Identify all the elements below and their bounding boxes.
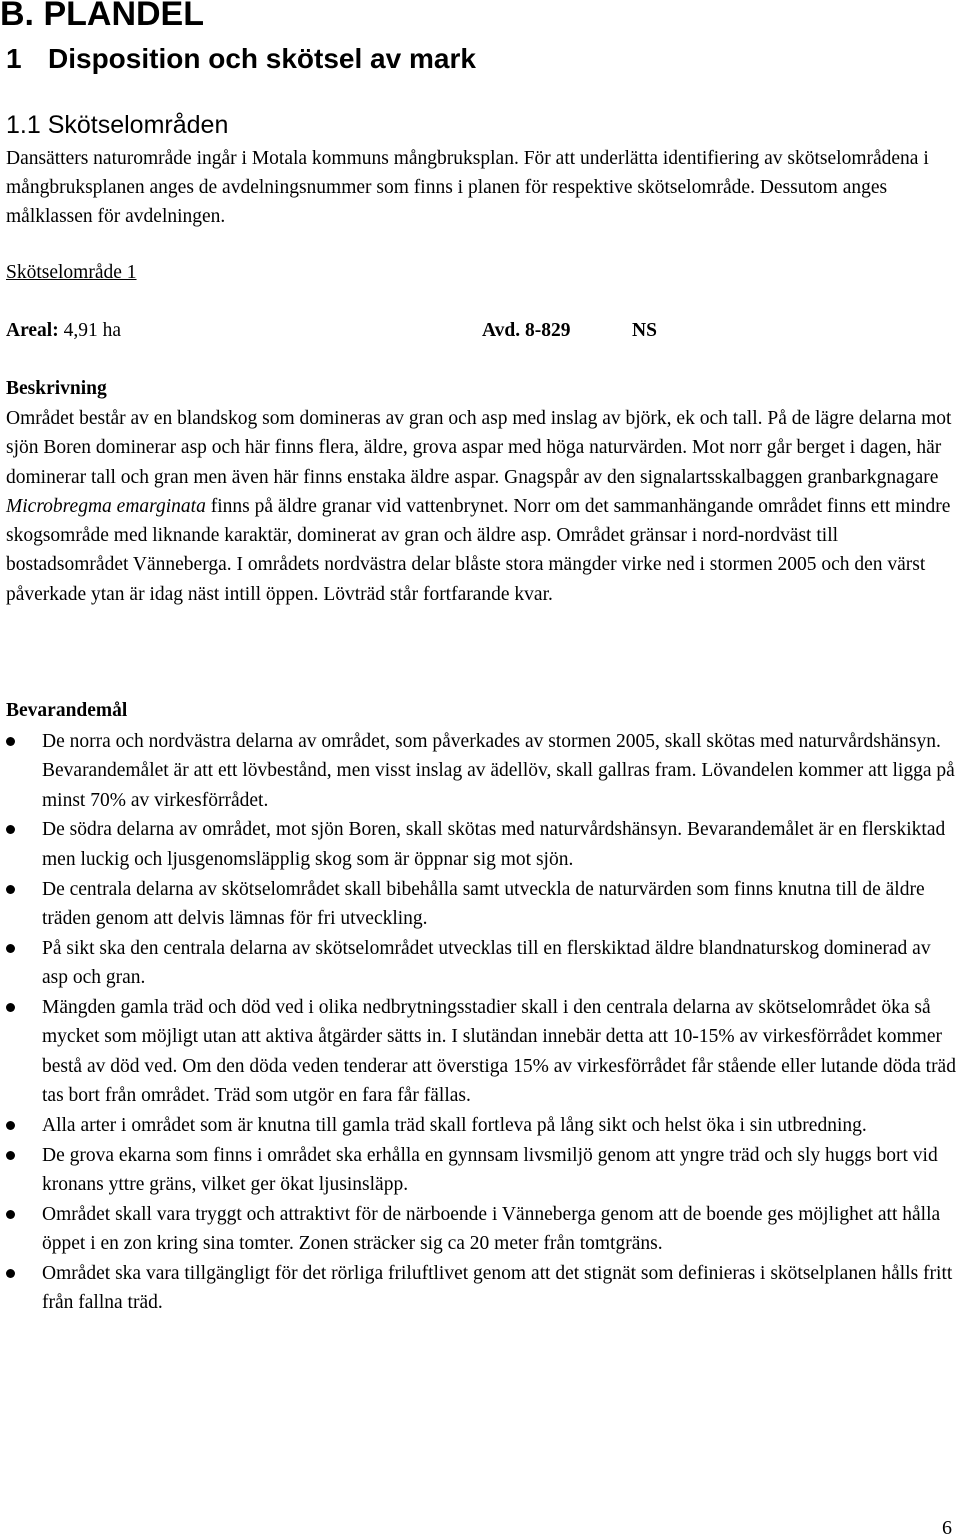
list-item [0,1141,960,1200]
goal-text: Området skall vara tryggt och attraktivt för de närboende i Vänneberga genom att de boende ges möjlighet att hålla öppet i en zon kring sina tomter. Zonen sträcker sig ca 20 meter från tomtgräns. [42,1203,941,1255]
goal-text: På sikt ska den centrala delarna av skötselområdet utvecklas till en flerskiktad äldre blandnaturskog dominerad av asp och gran. [42,937,931,989]
description-text-part-2: finns på äldre granar vid vattenbrynet. Norr om det sammanhängande området finns ett mindre skogsområde med liknande karaktär, dominerat av gran och äldre asp. Området gränsar i nord-nordväst till bostadsområdet Vänneberga. I områdets nordvästra delar blåste stora mängder virke ned i stormen 2005 och den värst påverkade ytan är idag näst intill öppen. Lövträd står fortfarande kvar. [6,495,951,605]
goal-text: Mängden gamla träd och död ved i olika nedbrytningsstadier skall i den centrala delarna av skötselområdet öka så mycket som möjligt utan att aktiva åtgärder sätts in. I slutändan innebär detta att 10-15% av virkesförrådet kommer bestå av död ved. Om den döda veden tenderar att överstiga 15% av virkesförrådet får stående eller lutande döda träd tas bort från området. Träd som utgör en fara får fällas. [42,997,956,1106]
goal-text: De grova ekarna som finns i området ska erhålla en gynnsam livsmiljö genom att yngre träd och sly huggs bort vid kronans yttre gräns, vilket ger ökat ljusinsläpp. [42,1144,938,1196]
list-item [0,875,960,934]
areal-value: 4,91 ha [63,320,121,341]
bullet-icon [6,1151,15,1160]
goal-text: De södra delarna av området, mot sjön Boren, skall skötas med naturvårdshänsyn. Bevarandemålet är en flerskiktad men luckig och ljusgenomsläpplig skog som är öppnar sig mot sjön. [42,819,946,870]
list-item [0,934,960,993]
area-title: Skötselområde 1 [6,262,137,283]
page-number: 6 [942,1517,952,1539]
bullet-icon [6,1269,15,1278]
part-heading: B. PLANDEL [0,0,204,33]
goal-text: Alla arter i området som är knutna till gamla träd skall fortleva på lång sikt och helst öka i sin utbredning. [42,1114,867,1136]
goal-text: De centrala delarna av skötselområdet skall bibehålla samt utveckla de naturvärden som finns knutna till de äldre träden genom att delvis lämnas för fri utveckling. [42,878,925,929]
goals-list [0,727,960,1318]
list-item [0,1200,960,1259]
list-item [0,1259,960,1318]
intro-paragraph: Dansätters naturområde ingår i Motala kommuns mångbruksplan. För att underlätta identifiering av skötselområdena i mångbruksplanen anges de avdelningsnummer som finns i planen för respektive skötselområde. Dessutom anges målklassen för avdelningen. [6,148,929,227]
list-item [0,815,960,874]
target-class: NS [632,320,657,341]
areal-label: Areal: [6,320,59,341]
bullet-icon [6,1003,15,1012]
species-name: Microbregma emarginata [6,495,206,517]
bullet-icon [6,1121,15,1130]
goals-heading: Bevarandemål [6,700,128,721]
bullet-icon [6,825,15,834]
section-heading [6,42,476,76]
description-text-part-1: Området består av en blandskog som domineras av gran och asp med inslag av björk, ek och tall. På de lägre delarna mot sjön Boren dominerar asp och här finns flera, äldre, grova aspar med höga naturvärden. Mot norr går berget i dagen, här dominerar tall och gran men även här finns enstaka äldre aspar. Gnagspår av den signalartsskalbaggen granbarkgnagare [6,408,952,488]
section-title: Disposition och skötsel av mark [48,43,476,74]
subsection-heading: 1.1 Skötselområden [6,111,229,139]
section-number: 1 [6,43,22,74]
bullet-icon [6,1210,15,1219]
bullet-icon [6,885,15,894]
goal-text: De norra och nordvästra delarna av området, som påverkades av stormen 2005, skall skötas med naturvårdshänsyn. Bevarandemålet är att ett lövbestånd, men visst inslag av ädellöv, skall gallras fram. Lövandelen kommer att ligga på minst 70% av virkesförrådet. [42,731,955,811]
goal-text: Området ska vara tillgängligt för det rörliga friluftlivet genom att det stignät som definieras i skötselplanen hålls fritt från fallna träd. [42,1263,953,1314]
area-facts-row [6,316,956,345]
description-heading: Beskrivning [6,378,107,399]
bullet-icon [6,737,15,746]
bullet-icon [6,944,15,953]
avd-number: Avd. 8-829 [482,320,571,341]
description-paragraph [6,404,956,609]
list-item [0,727,960,815]
list-item [0,1111,960,1140]
list-item [0,993,960,1110]
